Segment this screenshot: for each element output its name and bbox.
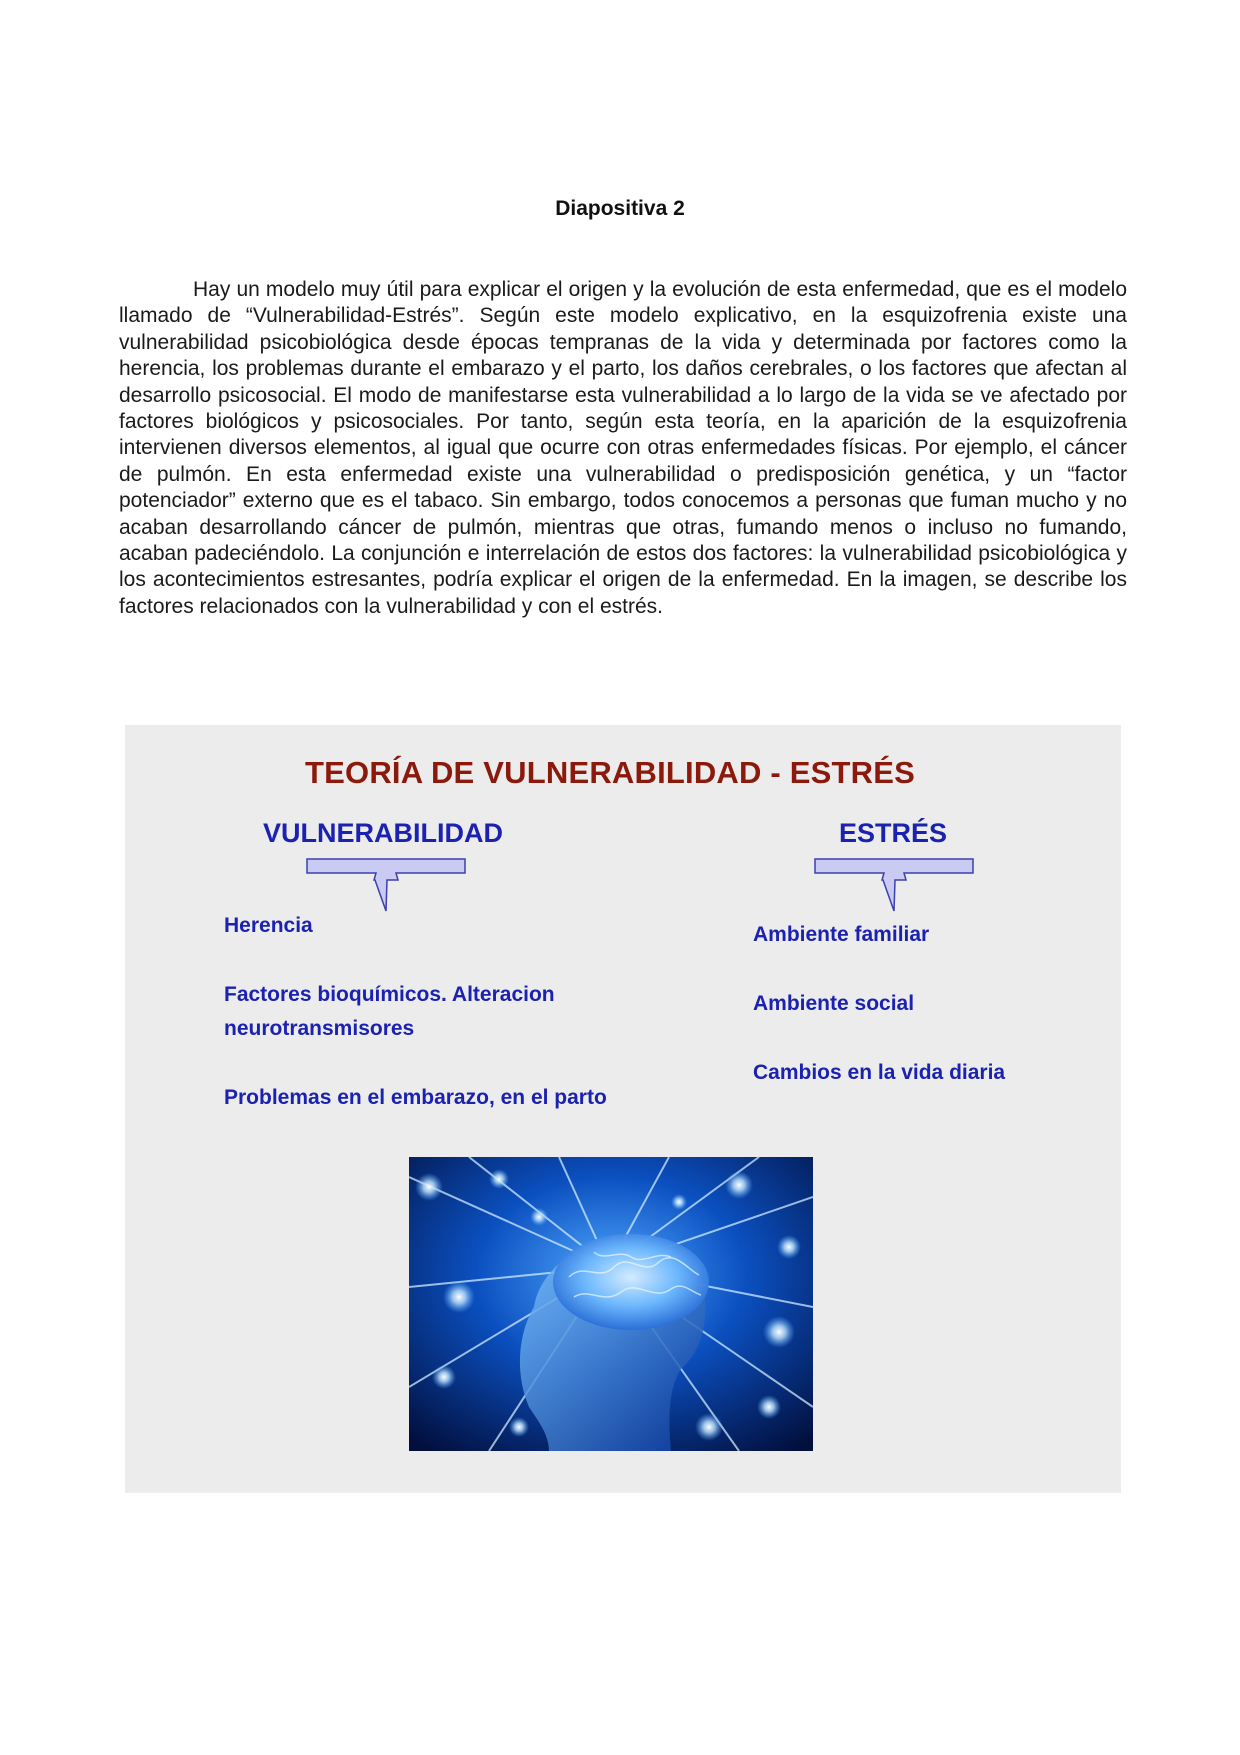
slide-title: TEORÍA DE VULNERABILIDAD - ESTRÉS bbox=[305, 755, 915, 790]
list-item-pregnancy: Problemas en el embarazo, en el parto bbox=[224, 1086, 607, 1109]
vulnerability-heading: VULNERABILIDAD bbox=[263, 818, 503, 848]
list-item-family: Ambiente familiar bbox=[753, 923, 930, 946]
slide-panel bbox=[125, 725, 1121, 1493]
down-arrow-icon bbox=[814, 858, 974, 912]
list-item-social: Ambiente social bbox=[753, 992, 915, 1015]
body-paragraph: Hay un modelo muy útil para explicar el origen y la evolución de esta enfermedad, que es el modelo llamado de “Vulnerabilidad-Estrés”. Según este modelo explicativo, en la esquizofrenia existe una vulnerabilidad psicobiológica desde épocas tempranas de la vida y determinada por factores como la herencia, los problemas durante el embarazo y el parto, los daños cerebrales, o los factores que afectan al desarrollo psicosocial. El modo de manifestarse esta vulnerabilidad a lo largo de la vida se ve afectado por factores biológicos y psicosociales. Por tanto, según esta teoría, en la aparición de la esquizofrenia intervienen diversos elementos, al igual que ocurre con otras enfermedades físicas. Por ejemplo, el cáncer de pulmón. En esta enfermedad existe una vulnerabilidad o predisposición genética, y un “factor potenciador” externo que es el tabaco. Sin embargo, todos conocemos a personas que fuman mucho y no acaban desarrollando cáncer de pulmón, mientras que otras, fumando menos o incluso no fumando, acaban padeciéndolo. La conjunción e interrelación de estos dos factores: la vulnerabilidad psicobiológica y los acontecimientos estresantes, podría explicar el origen de la enfermedad. En la imagen, se describe los factores relacionados con la vulnerabilidad y con el estrés. bbox=[119, 278, 1127, 618]
list-item-biochemical: Factores bioquímicos. Alteracion bbox=[224, 983, 555, 1006]
list-item-heredity: Herencia bbox=[224, 914, 313, 937]
list-item-neurotransmitters: neurotransmisores bbox=[224, 1017, 415, 1040]
brain-illustration bbox=[409, 1157, 813, 1451]
stress-heading: ESTRÉS bbox=[839, 818, 948, 848]
page-heading: Diapositiva 2 bbox=[555, 197, 685, 220]
list-item-daily-life: Cambios en la vida diaria bbox=[753, 1061, 1006, 1084]
down-arrow-icon bbox=[306, 858, 466, 912]
